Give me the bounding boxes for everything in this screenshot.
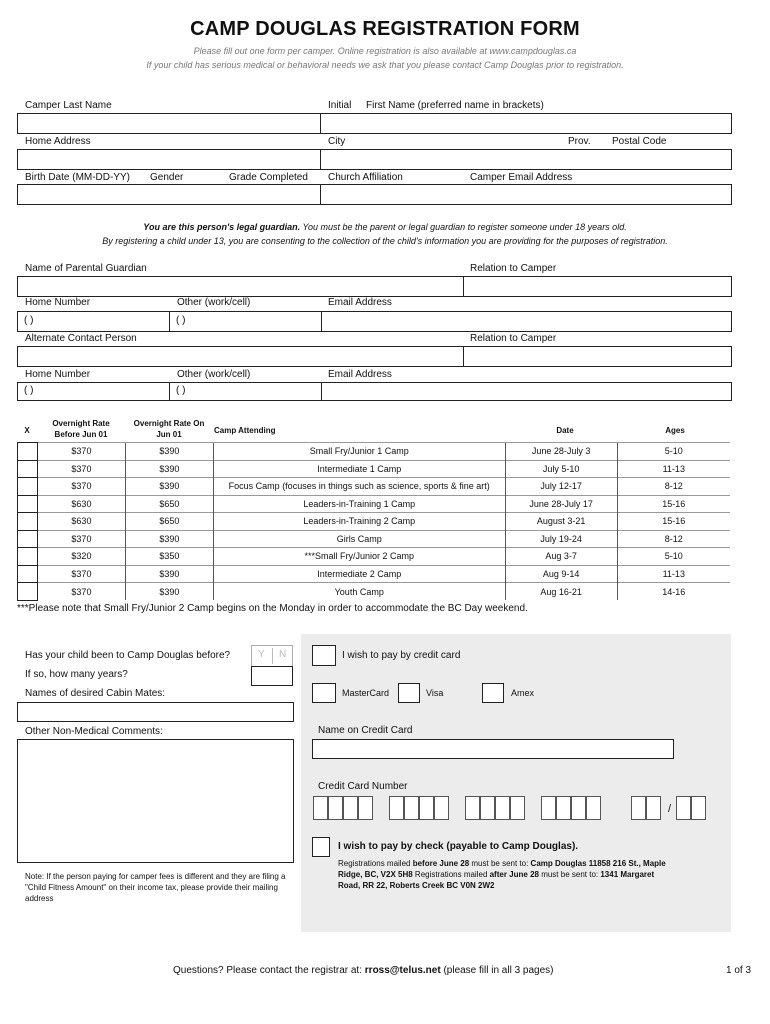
alt-home-number-paren: ( ): [24, 385, 34, 396]
rate-before-cell: $370: [37, 460, 125, 478]
camp-date-cell: June 28-July 3: [505, 443, 617, 461]
camp-name-cell: Intermediate 1 Camp: [213, 460, 505, 478]
camp-date-cell: July 19-24: [505, 530, 617, 548]
cabin-mates-label: Names of desired Cabin Mates:: [25, 688, 166, 699]
card-digit-box[interactable]: [313, 796, 328, 820]
expiry-digit-box[interactable]: [646, 796, 661, 820]
no-option[interactable]: N: [279, 649, 287, 660]
page-number: 1 of 3: [726, 965, 752, 976]
camp-select-checkbox[interactable]: [18, 530, 38, 548]
rate-on-cell: $390: [125, 443, 213, 461]
rate-before-cell: $370: [37, 583, 125, 601]
expiry-slash: /: [668, 803, 672, 815]
other-number-paren: ( ): [176, 315, 186, 326]
alt-other-number-field[interactable]: [169, 382, 322, 401]
alt-home-number-field[interactable]: [17, 382, 170, 401]
camp-name-cell: Youth Camp: [213, 583, 505, 601]
home-number-label: Home Number: [25, 297, 91, 308]
how-many-years-label: If so, how many years?: [25, 669, 128, 680]
camp-select-checkbox[interactable]: [18, 548, 38, 566]
camp-select-checkbox[interactable]: [18, 513, 38, 531]
camp-date-cell: Aug 16-21: [505, 583, 617, 601]
col-ages-header: Ages: [665, 426, 685, 435]
camp-date-cell: August 3-21: [505, 513, 617, 531]
camp-ages-cell: 8-12: [617, 478, 730, 496]
rate-before-cell: $320: [37, 548, 125, 566]
camp-ages-cell: 11-13: [617, 565, 730, 583]
guardian-relation-field[interactable]: [463, 276, 732, 297]
rate-on-cell: $390: [125, 583, 213, 601]
alt-relation-field[interactable]: [463, 346, 732, 367]
camp-select-checkbox[interactable]: [18, 478, 38, 496]
rate-on-cell: $650: [125, 513, 213, 531]
last-name-label: Camper Last Name: [25, 100, 112, 111]
credit-card-checkbox[interactable]: [312, 645, 336, 666]
name-on-card-label: Name on Credit Card: [318, 725, 413, 736]
yes-no-divider: [272, 648, 273, 664]
card-digit-box[interactable]: [571, 796, 586, 820]
comments-field[interactable]: [17, 739, 294, 863]
birth-gender-grade-field[interactable]: [17, 184, 321, 205]
mail-text-2: must be sent to:: [469, 859, 531, 868]
alt-relation-label: Relation to Camper: [470, 333, 557, 344]
camp-date-cell: July 5-10: [505, 460, 617, 478]
camp-row: [18, 583, 731, 601]
camps-table: [17, 442, 730, 601]
col-rate-before-header: Overnight Rate Before Jun 01: [52, 419, 110, 439]
camp-ages-cell: 5-10: [617, 548, 730, 566]
camp-ages-cell: 14-16: [617, 583, 730, 601]
rate-before-cell: $370: [37, 530, 125, 548]
mail-text-4: must be sent to:: [538, 870, 601, 879]
legal-guardian-rest: You must be the parent or legal guardian to register someone under 18 years old.: [300, 222, 627, 232]
first-name-label: First Name (preferred name in brackets): [366, 100, 544, 111]
cheque-label: I wish to pay by check (payable to Camp Douglas).: [338, 841, 579, 852]
camp-row: [18, 460, 731, 478]
camp-date-cell: Aug 3-7: [505, 548, 617, 566]
rate-on-cell: $650: [125, 495, 213, 513]
prov-label: Prov.: [568, 136, 591, 147]
card-digit-box[interactable]: [465, 796, 480, 820]
camp-select-checkbox[interactable]: [18, 443, 38, 461]
church-label: Church Affiliation: [328, 172, 403, 183]
mailing-instructions: [338, 858, 668, 891]
rate-before-cell: $370: [37, 443, 125, 461]
card-digit-box[interactable]: [389, 796, 404, 820]
other-number-field[interactable]: [169, 311, 322, 332]
rate-before-cell: $370: [37, 565, 125, 583]
guardian-email-field[interactable]: [321, 311, 732, 332]
visa-checkbox[interactable]: [398, 683, 420, 703]
camp-select-checkbox[interactable]: [18, 460, 38, 478]
card-digit-box[interactable]: [404, 796, 419, 820]
home-address-field[interactable]: [17, 149, 321, 170]
alt-other-number-label: Other (work/cell): [177, 369, 251, 380]
church-email-field[interactable]: [320, 184, 732, 205]
col-camp-header: Camp Attending: [214, 426, 276, 435]
mail-text-1: Registrations mailed: [338, 859, 413, 868]
card-digit-box[interactable]: [510, 796, 525, 820]
postal-code-label: Postal Code: [612, 136, 667, 147]
birth-date-label: Birth Date (MM-DD-YY): [25, 172, 131, 183]
home-number-field[interactable]: [17, 311, 170, 332]
credit-card-label: I wish to pay by credit card: [342, 650, 461, 661]
camp-ages-cell: 5-10: [617, 443, 730, 461]
intro-line-1: Please fill out one form per camper. Online registration is also available at www.campdouglas.ca: [193, 46, 577, 56]
col-rate-on-header: Overnight Rate On Jun 01: [133, 419, 205, 439]
card-digit-box[interactable]: [556, 796, 571, 820]
camper-email-label: Camper Email Address: [470, 172, 573, 183]
camp-name-cell: ***Small Fry/Junior 2 Camp: [213, 548, 505, 566]
camp-name-cell: Leaders-in-Training 1 Camp: [213, 495, 505, 513]
mail-before-date: before June 28: [412, 859, 470, 868]
camp-ages-cell: 8-12: [617, 530, 730, 548]
guardian-email-label: Email Address: [328, 297, 392, 308]
alt-contact-field[interactable]: [17, 346, 464, 367]
card-digit-box[interactable]: [541, 796, 556, 820]
camp-row: [18, 443, 731, 461]
rate-before-cell: $630: [37, 495, 125, 513]
alt-contact-label: Alternate Contact Person: [25, 333, 137, 344]
camp-row: [18, 565, 731, 583]
expiry-digit-box[interactable]: [691, 796, 706, 820]
cheque-checkbox[interactable]: [312, 837, 330, 857]
card-digit-box[interactable]: [419, 796, 434, 820]
camp-select-checkbox[interactable]: [18, 565, 38, 583]
rate-on-cell: $350: [125, 548, 213, 566]
yes-no-box: [251, 645, 293, 667]
initial-label: Initial: [328, 100, 352, 111]
consent-line: By registering a child under 13, you are consenting to the collection of the child's information you are providing for the purposes of registration.: [102, 236, 668, 246]
cabin-mates-field[interactable]: [17, 702, 294, 722]
city-label: City: [328, 136, 346, 147]
camp-name-cell: Small Fry/Junior 1 Camp: [213, 443, 505, 461]
camp-row: [18, 478, 731, 496]
card-digit-box[interactable]: [434, 796, 449, 820]
last-name-field[interactable]: [17, 113, 321, 134]
mastercard-checkbox[interactable]: [312, 683, 336, 703]
camp-ages-cell: 11-13: [617, 460, 730, 478]
camp-row: [18, 495, 731, 513]
guardian-relation-label: Relation to Camper: [470, 263, 557, 274]
rate-before-cell: $630: [37, 513, 125, 531]
home-address-label: Home Address: [25, 136, 91, 147]
city-prov-postal-field[interactable]: [320, 149, 732, 170]
camp-footnote: ***Please note that Small Fry/Junior 2 Camp begins on the Monday in order to accommodate the BC Day weekend.: [17, 603, 528, 614]
col-x-header: X: [24, 426, 30, 435]
card-digit-box[interactable]: [480, 796, 495, 820]
camp-row: [18, 530, 731, 548]
name-on-card-field[interactable]: [312, 739, 674, 759]
comments-label: Other Non-Medical Comments:: [25, 726, 163, 737]
amex-checkbox[interactable]: [482, 683, 504, 703]
camp-ages-cell: 15-16: [617, 495, 730, 513]
camp-name-cell: Intermediate 2 Camp: [213, 565, 505, 583]
camp-ages-cell: 15-16: [617, 513, 730, 531]
expiry-digit-box[interactable]: [676, 796, 691, 820]
other-number-label: Other (work/cell): [177, 297, 251, 308]
footer-questions-text: Questions? Please contact the registrar at:: [173, 965, 365, 976]
yes-option[interactable]: Y: [258, 649, 265, 660]
rate-before-cell: $370: [37, 478, 125, 496]
visa-label: Visa: [426, 688, 444, 698]
guardian-name-label: Name of Parental Guardian: [25, 263, 147, 274]
footer-fill-text: (please fill in all 3 pages): [440, 965, 554, 976]
intro-line-2: If your child has serious medical or behavioral needs we ask that you please contact Camp Douglas prior to registration.: [146, 60, 624, 70]
home-number-paren: ( ): [24, 315, 34, 326]
expiry-digit-box[interactable]: [631, 796, 646, 820]
legal-guardian-line: [0, 222, 770, 232]
rate-on-cell: $390: [125, 478, 213, 496]
card-digit-box[interactable]: [328, 796, 343, 820]
first-name-field[interactable]: [320, 113, 732, 134]
form-title: CAMP DOUGLAS REGISTRATION FORM: [190, 18, 580, 40]
card-digit-box[interactable]: [586, 796, 601, 820]
alt-other-number-paren: ( ): [176, 385, 186, 396]
card-digit-box[interactable]: [358, 796, 373, 820]
mastercard-label: MasterCard: [342, 688, 390, 698]
card-digit-box[interactable]: [343, 796, 358, 820]
card-digit-box[interactable]: [495, 796, 510, 820]
card-number-label: Credit Card Number: [318, 781, 408, 792]
alt-home-number-label: Home Number: [25, 369, 91, 380]
legal-guardian-bold: You are this person's legal guardian.: [143, 222, 301, 232]
camp-name-cell: Focus Camp (focuses in things such as science, sports & fine art): [213, 478, 505, 496]
col-date-header: Date: [556, 426, 574, 435]
registrar-email[interactable]: rross@telus.net: [364, 965, 441, 976]
mail-after-date: after June 28: [489, 870, 539, 879]
alt-email-field[interactable]: [321, 382, 732, 401]
camp-row: [18, 548, 731, 566]
fitness-note: Note: If the person paying for camper fees is different and they are filing a "Child Fitness Amount" on their income tax, please provide their mailing address: [25, 872, 286, 903]
gender-label: Gender: [150, 172, 184, 183]
rate-on-cell: $390: [125, 460, 213, 478]
camp-select-checkbox[interactable]: [18, 495, 38, 513]
camp-name-cell: Girls Camp: [213, 530, 505, 548]
camp-date-cell: June 28-July 17: [505, 495, 617, 513]
guardian-name-field[interactable]: [17, 276, 464, 297]
grade-label: Grade Completed: [229, 172, 308, 183]
how-many-years-field[interactable]: [251, 666, 293, 686]
alt-email-label: Email Address: [328, 369, 392, 380]
camp-date-cell: July 12-17: [505, 478, 617, 496]
footer-questions: [173, 965, 554, 976]
rate-on-cell: $390: [125, 565, 213, 583]
amex-label: Amex: [511, 688, 535, 698]
mail-text-3: Registrations mailed: [412, 870, 490, 879]
rate-on-cell: $390: [125, 530, 213, 548]
mail-address-1: Camp Douglas 11858 216 St., Maple Ridge, BC, V2X 5H8: [338, 859, 666, 879]
camp-date-cell: Aug 9-14: [505, 565, 617, 583]
camp-name-cell: Leaders-in-Training 2 Camp: [213, 513, 505, 531]
camp-row: [18, 513, 731, 531]
been-before-label: Has your child been to Camp Douglas before?: [25, 650, 231, 661]
mail-address-2: 1341 Margaret Road, RR 22, Roberts Creek BC V0N 2W2: [338, 870, 655, 890]
camp-select-checkbox[interactable]: [18, 583, 38, 601]
